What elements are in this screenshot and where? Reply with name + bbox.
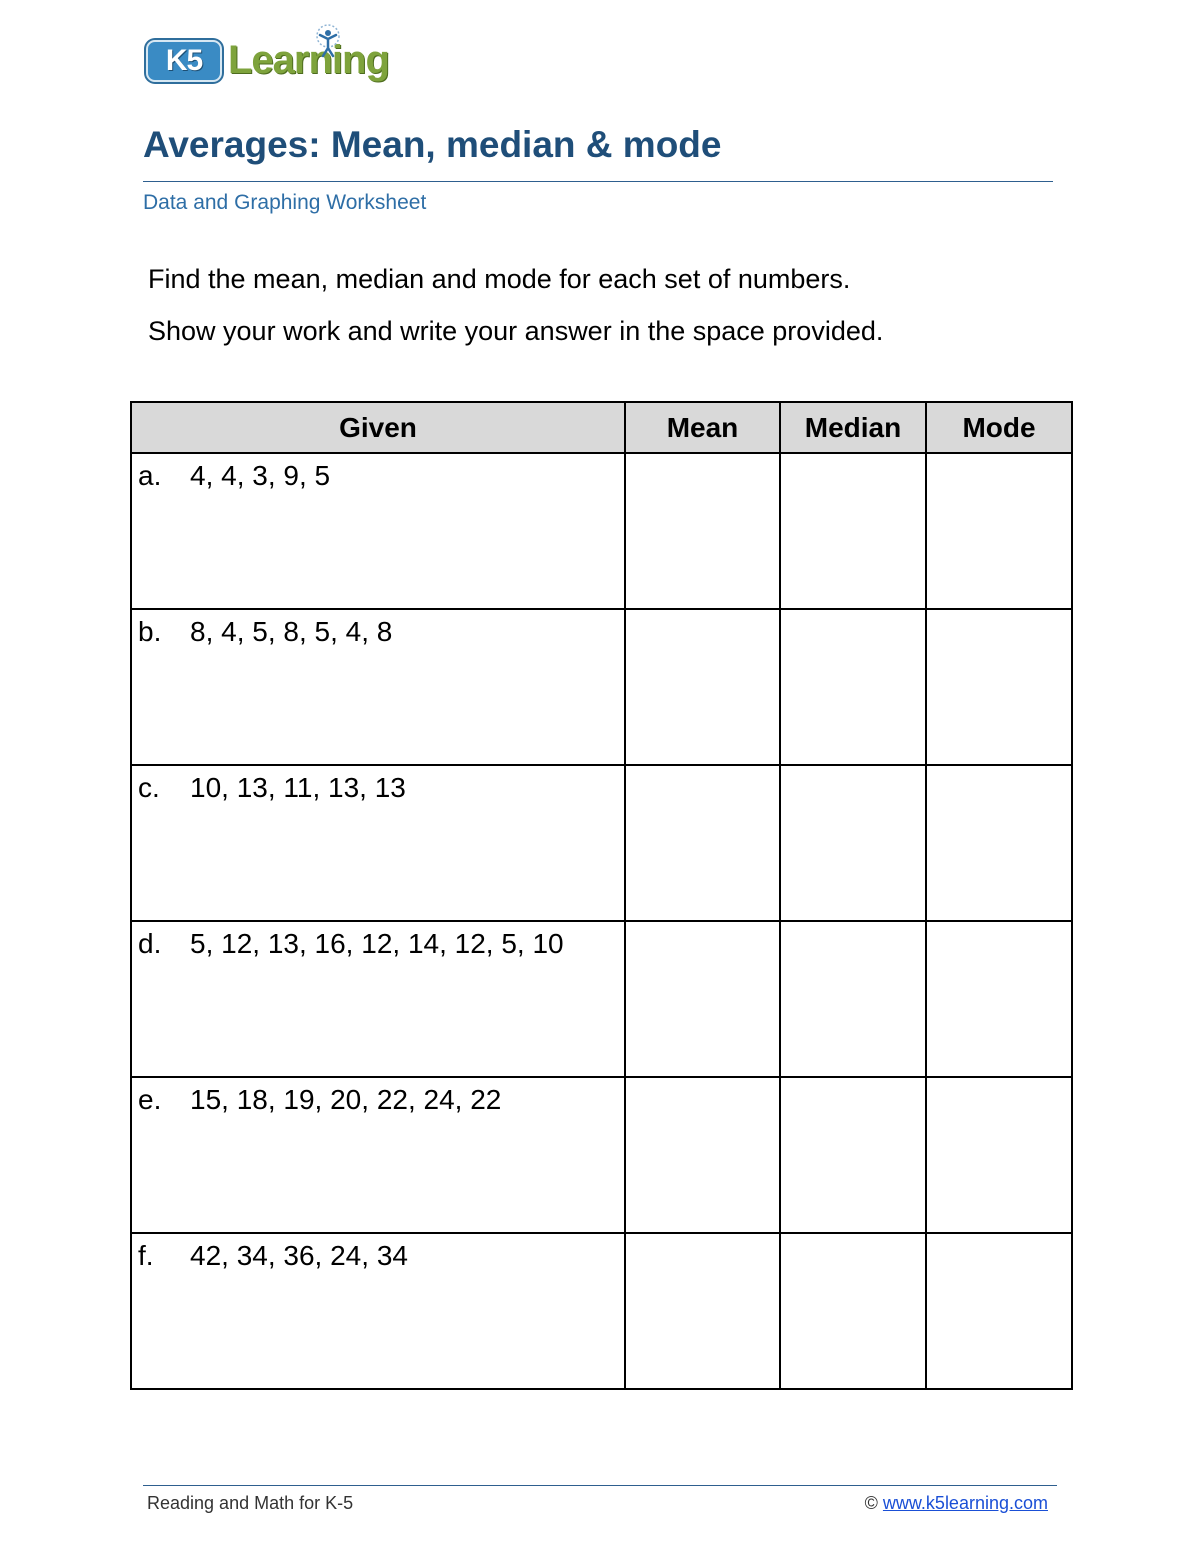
mode-answer-cell[interactable] [926,1233,1072,1389]
title-divider [143,181,1053,182]
copyright-symbol: © [864,1493,878,1513]
table-row [131,1077,1072,1233]
row-label: f. [138,1240,154,1271]
instruction-line-1: Find the mean, median and mode for each set of numbers. [148,264,851,294]
page-title: Averages: Mean, median & mode [143,124,722,165]
header-median: Median [780,402,926,453]
number-set: 10, 13, 11, 13, 13 [190,772,406,803]
mode-answer-cell[interactable] [926,453,1072,609]
row-label: c. [138,772,160,803]
given-cell [131,609,625,765]
median-answer-cell[interactable] [780,765,926,921]
header-mean: Mean [625,402,780,453]
given-cell [131,921,625,1077]
given-cell [131,453,625,609]
median-answer-cell[interactable] [780,609,926,765]
row-label: a. [138,460,162,491]
logo-badge [146,40,222,82]
table-header-row [131,402,1072,453]
instruction-line-2: Show your work and write your answer in the space provided. [148,316,884,346]
footer-copyright [865,1493,1048,1514]
number-set: 15, 18, 19, 20, 22, 24, 22 [190,1084,502,1115]
mean-answer-cell[interactable] [625,453,780,609]
given-cell [131,1233,625,1389]
table-row [131,921,1072,1077]
table-row [131,609,1072,765]
median-answer-cell[interactable] [780,1077,926,1233]
worksheet-table [130,401,1073,1390]
footer-divider [143,1485,1057,1486]
row-label: b. [138,616,162,647]
table-row [131,765,1072,921]
header-given: Given [131,402,625,453]
number-set: 5, 12, 13, 16, 12, 14, 12, 5, 10 [190,928,564,959]
website-link[interactable]: www.k5learning.com [882,1493,1048,1513]
table-row [131,1233,1072,1389]
mean-answer-cell[interactable] [625,765,780,921]
mean-answer-cell[interactable] [625,1077,780,1233]
number-set: 42, 34, 36, 24, 34 [190,1240,408,1271]
logo-word: Learning [228,38,389,82]
number-set: 8, 4, 5, 8, 5, 4, 8 [190,616,393,647]
mode-answer-cell[interactable] [926,609,1072,765]
page-subtitle: Data and Graphing Worksheet [143,191,427,214]
median-answer-cell[interactable] [780,921,926,1077]
mean-answer-cell[interactable] [625,1233,780,1389]
k5-learning-logo [146,28,406,90]
mode-answer-cell[interactable] [926,1077,1072,1233]
logo-figure-icon [308,24,348,60]
mean-answer-cell[interactable] [625,609,780,765]
number-set: 4, 4, 3, 9, 5 [190,460,331,491]
header-mode: Mode [926,402,1072,453]
mode-answer-cell[interactable] [926,921,1072,1077]
row-label: e. [138,1084,162,1115]
table-row [131,453,1072,609]
median-answer-cell[interactable] [780,453,926,609]
logo-badge-text: K5 [165,44,203,77]
median-answer-cell[interactable] [780,1233,926,1389]
given-cell [131,1077,625,1233]
mode-answer-cell[interactable] [926,765,1072,921]
given-cell [131,765,625,921]
row-label: d. [138,928,162,959]
mean-answer-cell[interactable] [625,921,780,1077]
footer-tagline: Reading and Math for K-5 [147,1493,354,1513]
